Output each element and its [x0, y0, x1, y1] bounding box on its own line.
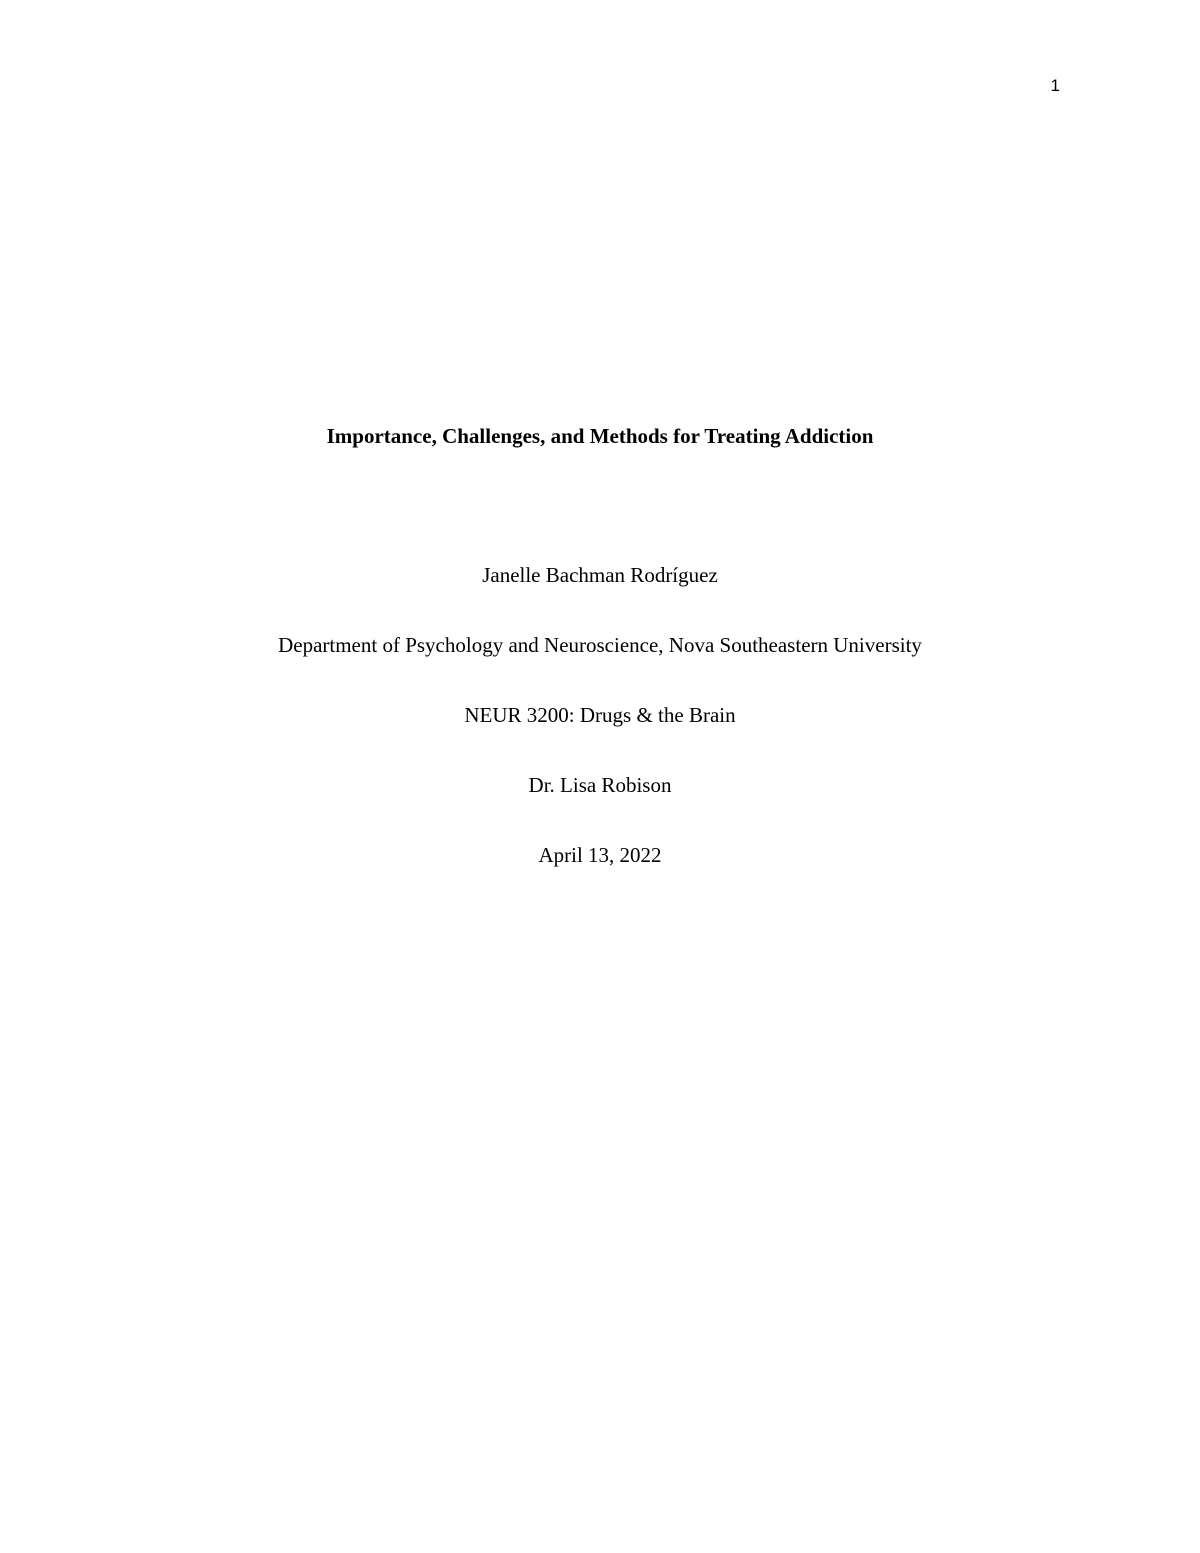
author-affiliation: Department of Psychology and Neuroscience, Nova Southeastern University — [278, 633, 922, 657]
course-name: NEUR 3200: Drugs & the Brain — [464, 703, 736, 727]
page-number: 1 — [1050, 76, 1060, 95]
submission-date: April 13, 2022 — [538, 843, 662, 867]
instructor-name: Dr. Lisa Robison — [528, 773, 672, 797]
author-name: Janelle Bachman Rodríguez — [482, 563, 718, 587]
paper-title: Importance, Challenges, and Methods for Treating Addiction — [326, 424, 874, 448]
